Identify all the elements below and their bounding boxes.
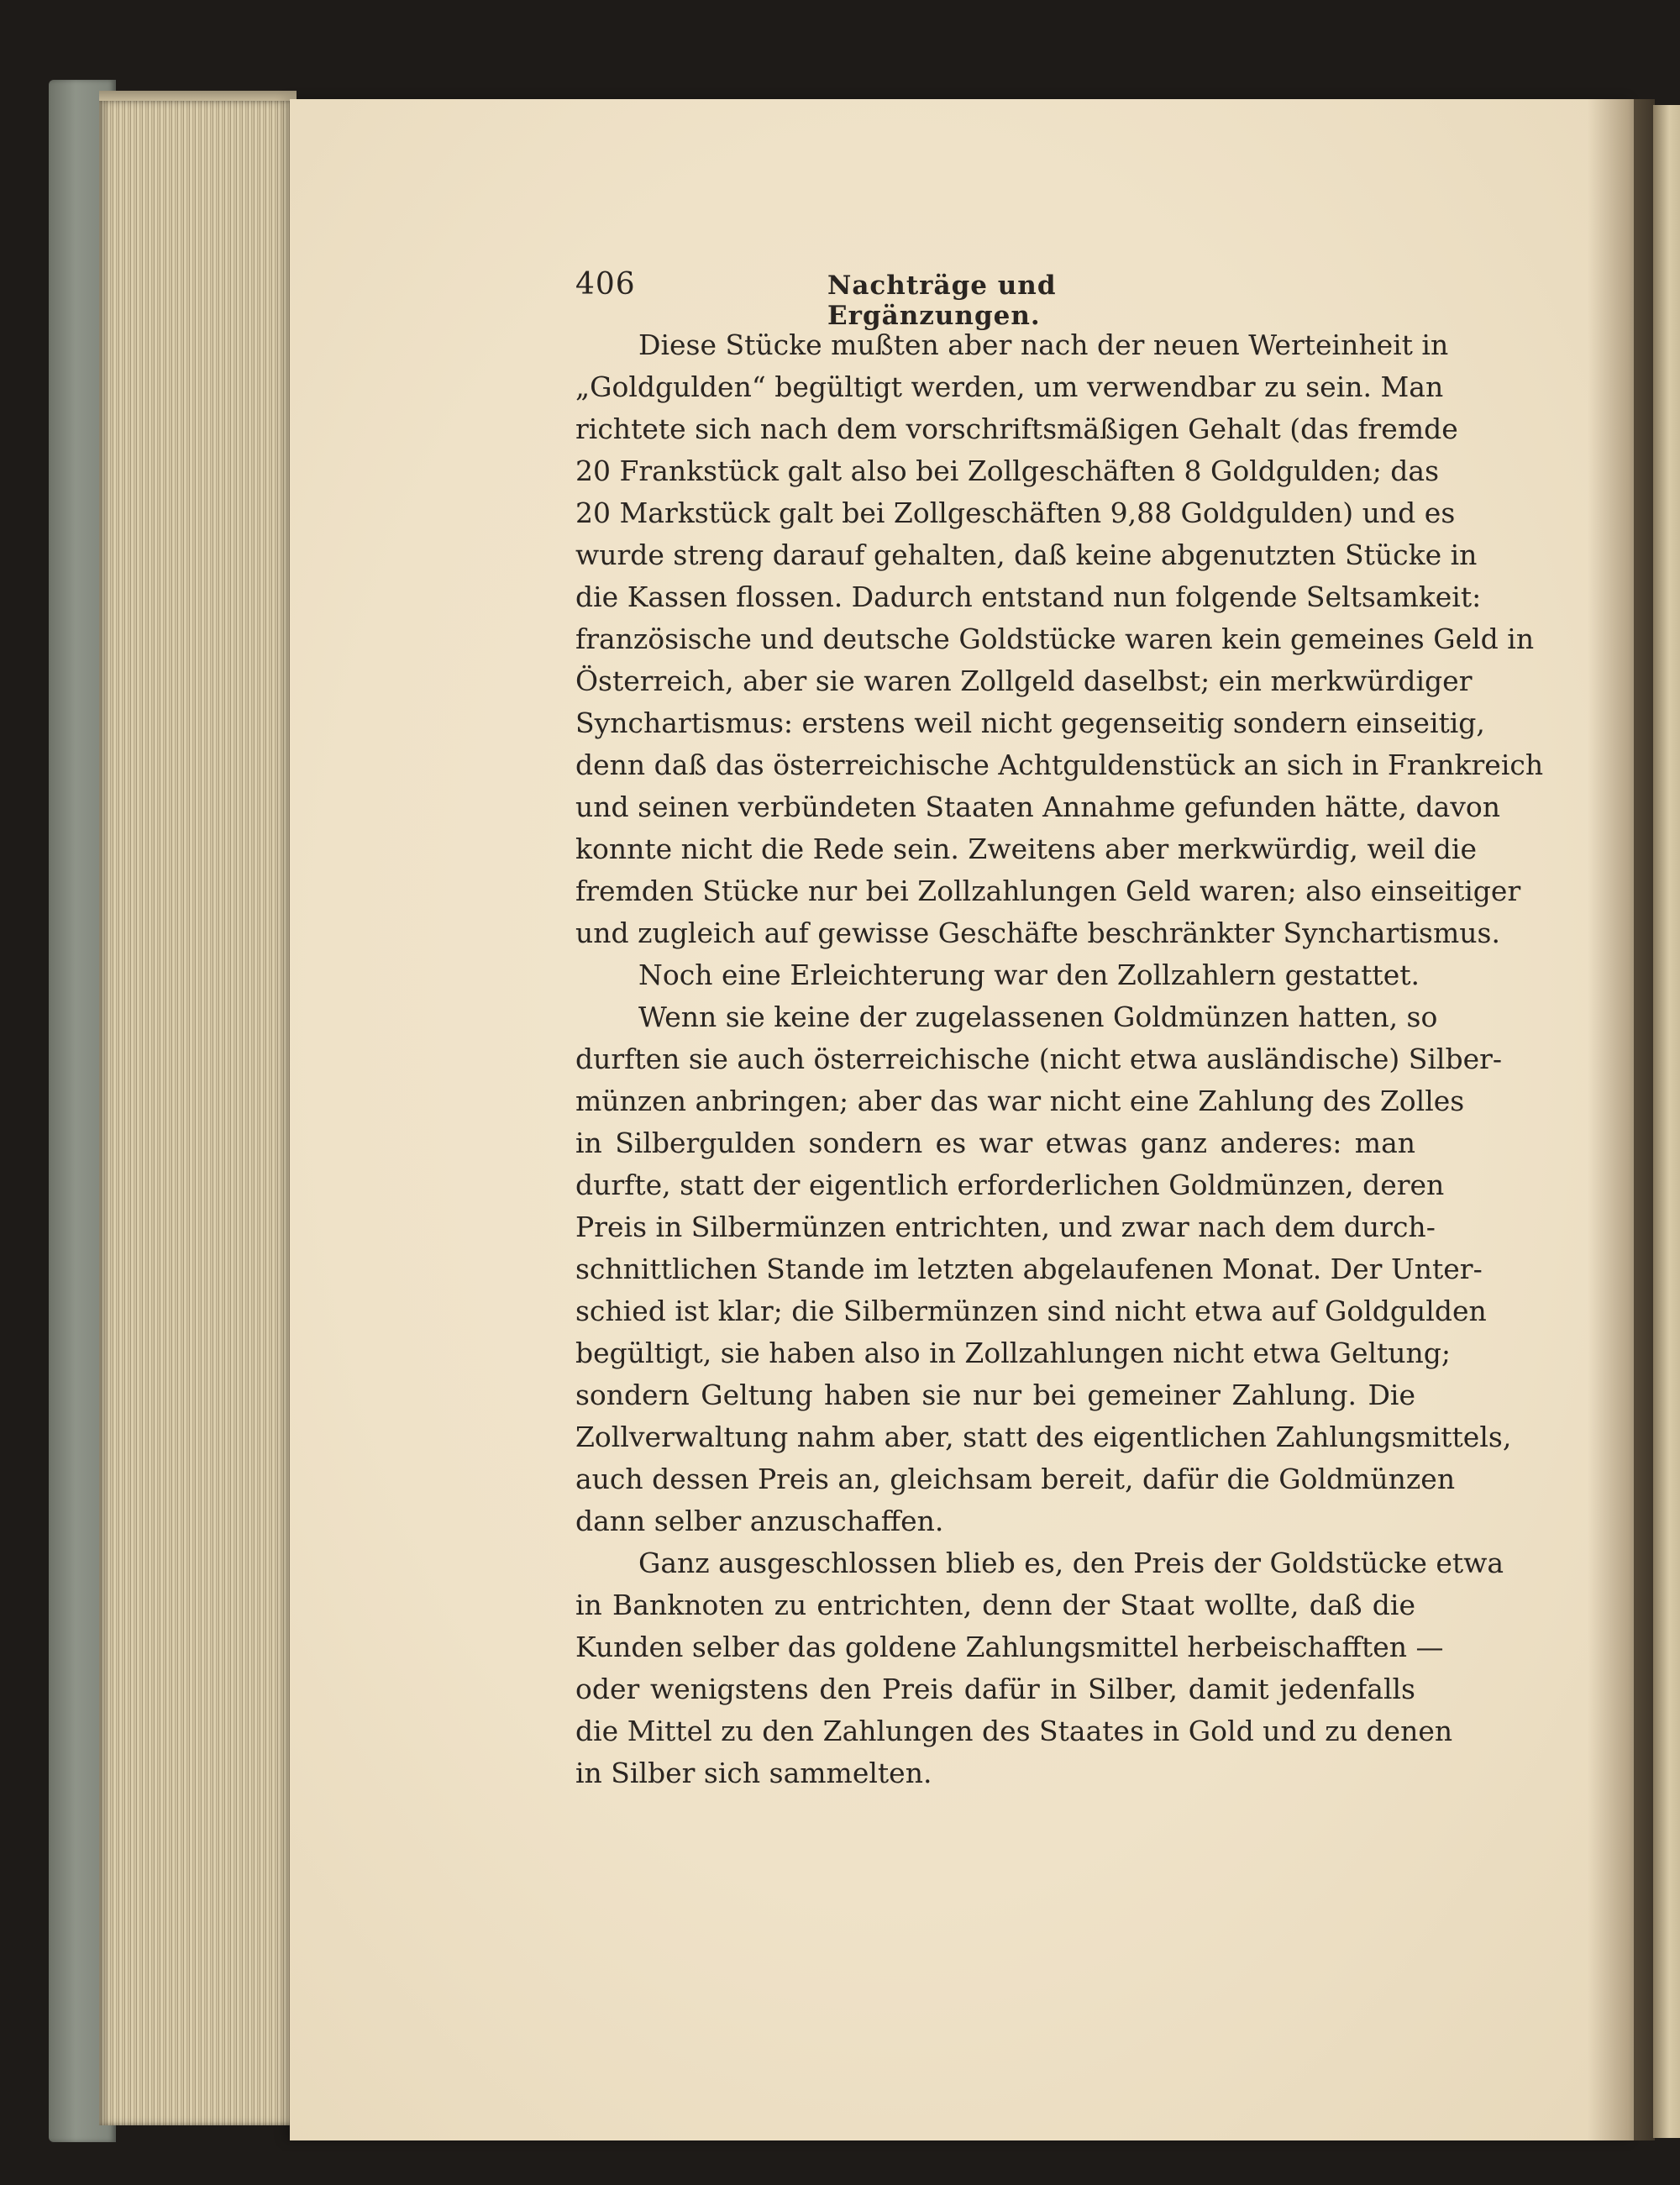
text-line: Noch eine Erleichterung war den Zollzahlern gestattet. bbox=[638, 959, 1420, 991]
text-line: Synchartismus: erstens weil nicht gegenseitig sondern einseitig, bbox=[575, 706, 1485, 739]
text-line: Österreich, aber sie waren Zollgeld daselbst; ein merkwürdiger bbox=[575, 664, 1473, 697]
text-line: münzen anbringen; aber das war nicht eine Zahlung des Zolles bbox=[575, 1085, 1465, 1117]
text-line: richtete sich nach dem vorschriftsmäßigen Gehalt (das fremde bbox=[575, 412, 1458, 445]
text-line: Zollverwaltung nahm aber, statt des eigentlichen Zahlungsmittels, bbox=[575, 1421, 1512, 1453]
text-line: wurde streng darauf gehalten, daß keine abgenutzten Stücke in bbox=[575, 538, 1478, 571]
text-line: dann selber anzuschaffen. bbox=[575, 1505, 944, 1537]
text-line: und seinen verbündeten Staaten Annahme gefunden hätte, davon bbox=[575, 790, 1501, 823]
text-line: in Banknoten zu entrichten, denn der Staat wollte, daß die bbox=[575, 1589, 1415, 1621]
text-line: Wenn sie keine der zugelassenen Goldmünzen hatten, so bbox=[638, 1001, 1438, 1033]
text-line: oder wenigstens den Preis dafür in Silber, damit jedenfalls bbox=[575, 1673, 1415, 1705]
text-line: und zugleich auf gewisse Geschäfte beschränkter Synchartismus. bbox=[575, 917, 1500, 949]
text-line: die Mittel zu den Zahlungen des Staates in Gold und zu denen bbox=[575, 1715, 1453, 1747]
text-line: denn daß das österreichische Achtguldenstück an sich in Frankreich bbox=[575, 748, 1544, 781]
text-line: schied ist klar; die Silbermünzen sind nicht etwa auf Goldgulden bbox=[575, 1295, 1487, 1327]
text-line: in Silbergulden sondern es war etwas ganz anderes: man bbox=[575, 1127, 1415, 1159]
text-line: 20 Markstück galt bei Zollgeschäften 9,88 Goldgulden) und es bbox=[575, 496, 1456, 529]
page-header bbox=[575, 267, 1163, 331]
text-line: Diese Stücke mußten aber nach der neuen Werteinheit in bbox=[638, 328, 1449, 361]
text-line: fremden Stücke nur bei Zollzahlungen Geld waren; also einseitiger bbox=[575, 875, 1521, 907]
text-line: sondern Geltung haben sie nur bei gemeiner Zahlung. Die bbox=[575, 1379, 1415, 1411]
text-line: die Kassen flossen. Dadurch entstand nun folgende Seltsamkeit: bbox=[575, 580, 1482, 613]
text-line: durften sie auch österreichische (nicht etwa ausländische) Silber- bbox=[575, 1043, 1503, 1075]
page-number: 406 bbox=[575, 267, 636, 302]
text-line: Preis in Silbermünzen entrichten, und zwar nach dem durch- bbox=[575, 1211, 1436, 1243]
text-line: schnittlichen Stande im letzten abgelaufenen Monat. Der Unter- bbox=[575, 1253, 1483, 1285]
text-line: Ganz ausgeschlossen blieb es, den Preis der Goldstücke etwa bbox=[638, 1547, 1504, 1579]
text-line: französische und deutsche Goldstücke waren kein gemeines Geld in bbox=[575, 622, 1535, 655]
page-stack-edges bbox=[99, 101, 297, 2125]
text-line: konnte nicht die Rede sein. Zweitens aber merkwürdig, weil die bbox=[575, 833, 1477, 865]
facing-page-edge bbox=[1653, 105, 1680, 2138]
text-line: Kunden selber das goldene Zahlungsmittel herbeischafften — bbox=[575, 1631, 1444, 1663]
book-gutter-shadow bbox=[1588, 99, 1655, 2140]
text-line: in Silber sich sammelten. bbox=[575, 1757, 932, 1789]
text-line: durfte, statt der eigentlich erforderlichen Goldmünzen, deren bbox=[575, 1169, 1445, 1201]
text-line: „Goldgulden“ begültigt werden, um verwendbar zu sein. Man bbox=[575, 370, 1444, 403]
running-head: Nachträge und Ergänzungen. bbox=[827, 270, 1057, 331]
text-line: auch dessen Preis an, gleichsam bereit, dafür die Goldmünzen bbox=[575, 1463, 1456, 1495]
text-line: begültigt, sie haben also in Zollzahlungen nicht etwa Geltung; bbox=[575, 1337, 1452, 1369]
text-line: 20 Frankstück galt also bei Zollgeschäften 8 Goldgulden; das bbox=[575, 454, 1440, 487]
